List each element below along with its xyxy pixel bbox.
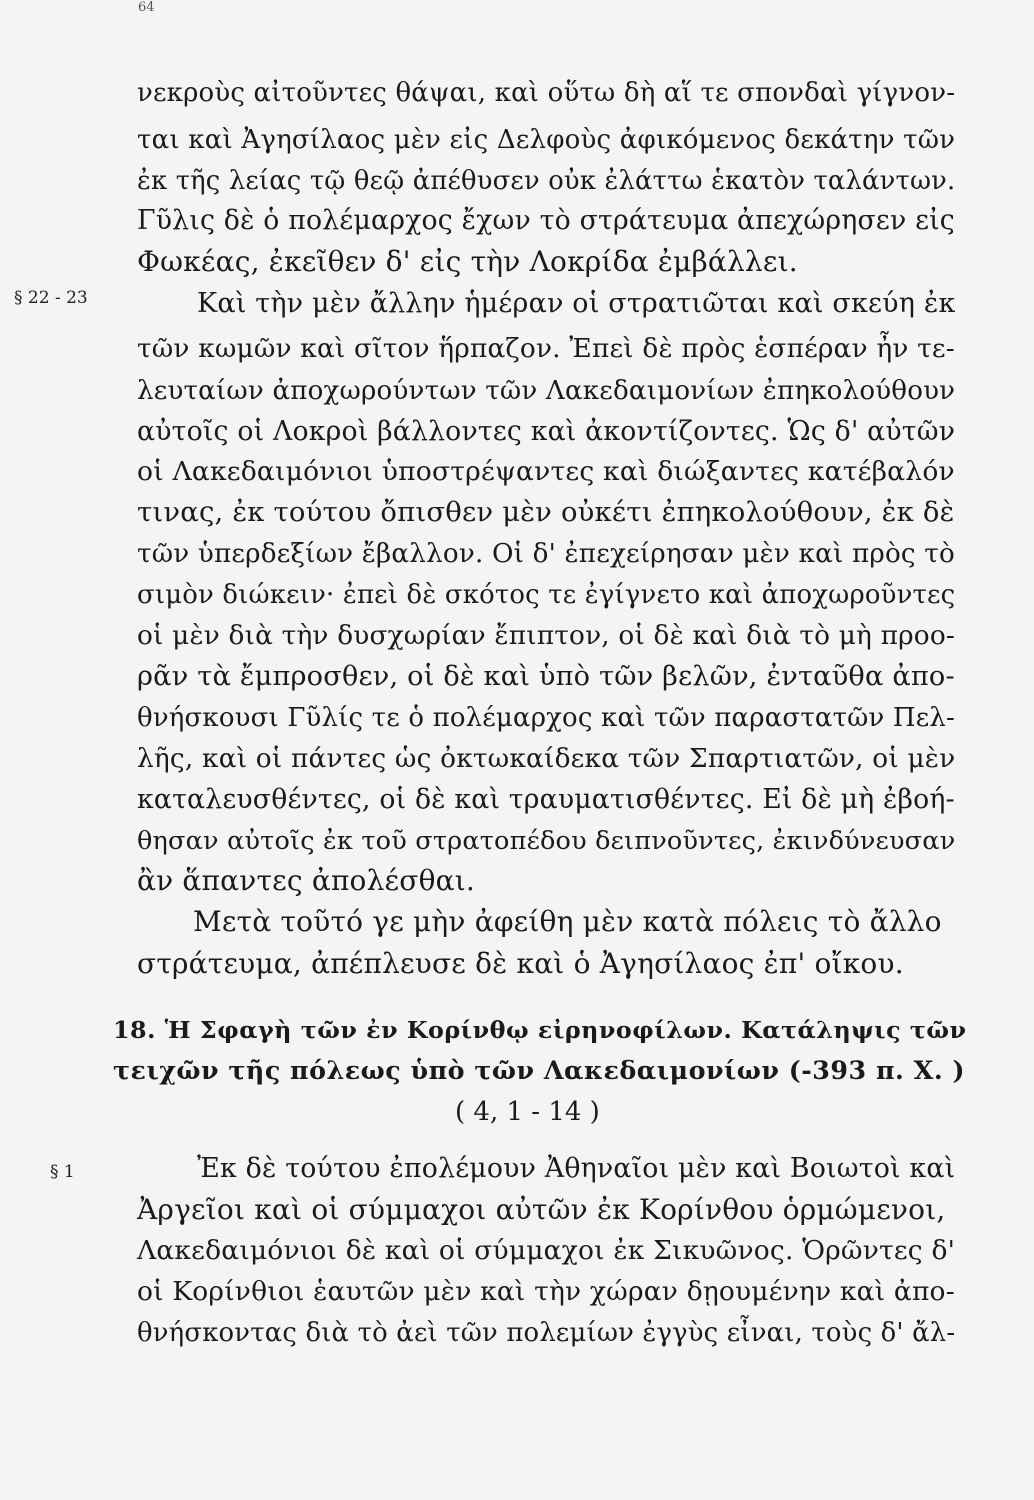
text-line: νεκροὺς αἰτοῦντες θάψαι, καὶ οὕτω δὴ αἵ τε σπονδαὶ γίγνον- [137,78,956,108]
section-marker: § 22 - 23 [14,288,88,308]
text-line: ἂν ἅπαντες ἀπολέσθαι. [137,864,476,897]
section-marker: § 1 [50,1162,75,1182]
text-line: θνήσκοντας διὰ τὸ ἀεὶ τῶν πολεμίων ἐγγὺς εἶναι, τοὺς δ' ἄλ- [137,1318,956,1348]
text-line: οἱ Κορίνθιοι ἑαυτῶν μὲν καὶ τὴν χώραν δῃουμένην καὶ ἀπο- [137,1276,955,1307]
text-line: αὐτοῖς οἱ Λοκροὶ βάλλοντες καὶ ἀκοντίζοντες. Ὡς δ' αὐτῶν [137,416,956,447]
paragraph-start-line: Καὶ τὴν μὲν ἄλλην ἡμέραν οἱ στρατιῶται καὶ σκεύη ἐκ [197,288,956,319]
text-line: καταλευσθέντες, οἱ δὲ καὶ τραυματισθέντες. Εἰ δὲ μὴ ἐβοή- [137,784,955,815]
text-line: σιμὸν διώκειν· ἐπεὶ δὲ σκότος τε ἐγίγνετο καὶ ἀποχωροῦντες [137,580,956,610]
paragraph-start-line: Ἐκ δὲ τούτου ἐπολέμουν Ἀθηναῖοι μὲν καὶ Βοιωτοὶ καὶ [197,1153,956,1184]
text-line: λευταίων ἀποχωρούντων τῶν Λακεδαιμονίων ἐπηκολούθουν [137,376,956,406]
text-line: στράτευμα, ἀπέπλευσε δὲ καὶ ὁ Ἀγησίλαος ἐπ' οἴκου. [137,947,904,980]
text-line: Ἀργεῖοι καὶ οἱ σύμμαχοι αὐτῶν ἐκ Κορίνθου ὁρμώμενοι, [137,1193,946,1226]
text-line: Φωκέας, ἐκεῖθεν δ' εἰς τὴν Λοκρίδα ἐμβάλλει. [137,245,798,278]
text-line: τῶν κωμῶν καὶ σῖτον ἥρπαζον. Ἐπεὶ δὲ πρὸς ἑσπέραν ἦν τε- [137,334,955,364]
text-line: οἱ Λακεδαιμόνιοι ὑποστρέψαντες καὶ διώξαντες κατέβαλόν [137,456,955,487]
text-line: ται καὶ Ἀγησίλαος μὲν εἰς Δελφοὺς ἀφικόμενος δεκάτην τῶν [137,125,956,155]
page-number: 64 [138,0,155,15]
text-line: θησαν αὐτοῖς ἐκ τοῦ στρατοπέδου δειπνοῦντες, ἐκινδύνευσαν [137,826,956,856]
chapter-heading-line: 18. Ἡ Σφαγὴ τῶν ἐν Κορίνθῳ εἰρηνοφίλων. Κατάληψις τῶν [113,1016,967,1044]
text-line: Γῦλις δὲ ὁ πολέμαρχος ἔχων τὸ στράτευμα ἀπεχώρησεν εἰς [137,205,955,236]
text-line: ρᾶν τὰ ἔμπροσθεν, οἱ δὲ καὶ ὑπὸ τῶν βελῶν, ἐνταῦθα ἀπο- [137,661,955,692]
text-line: λῆς, καὶ οἱ πάντες ὡς ὀκτωκαίδεκα τῶν Σπαρτιατῶν, οἱ μὲν [137,744,956,774]
chapter-reference: ( 4, 1 - 14 ) [455,1097,600,1127]
chapter-heading-line: τειχῶν τῆς πόλεως ὑπὸ τῶν Λακεδαιμονίων (-393 π. Χ. ) [113,1055,965,1085]
text-line: θνήσκουσι Γῦλίς τε ὁ πολέμαρχος καὶ τῶν παραστατῶν Πελ- [137,703,955,733]
text-line: ἐκ τῆς λείας τῷ θεῷ ἀπέθυσεν οὐκ ἐλάττω ἑκατὸν ταλάντων. [137,166,956,196]
text-line: τῶν ὑπερδεξίων ἔβαλλον. Οἱ δ' ἐπεχείρησαν μὲν καὶ πρὸς τὸ [137,539,955,569]
paragraph-start-line: Μετὰ τοῦτό γε μὴν ἀφείθη μὲν κατὰ πόλεις τὸ ἄλλο [193,905,942,938]
text-line: Λακεδαιμόνιοι δὲ καὶ οἱ σύμμαχοι ἐκ Σικυῶνος. Ὁρῶντες δ' [137,1235,956,1266]
text-line: οἱ μὲν διὰ τὴν δυσχωρίαν ἔπιπτον, οἱ δὲ καὶ διὰ τὸ μὴ προο- [137,621,955,651]
text-line: τινας, ἐκ τούτου ὄπισθεν μὲν οὐκέτι ἐπηκολούθουν, ἐκ δὲ [137,497,955,528]
